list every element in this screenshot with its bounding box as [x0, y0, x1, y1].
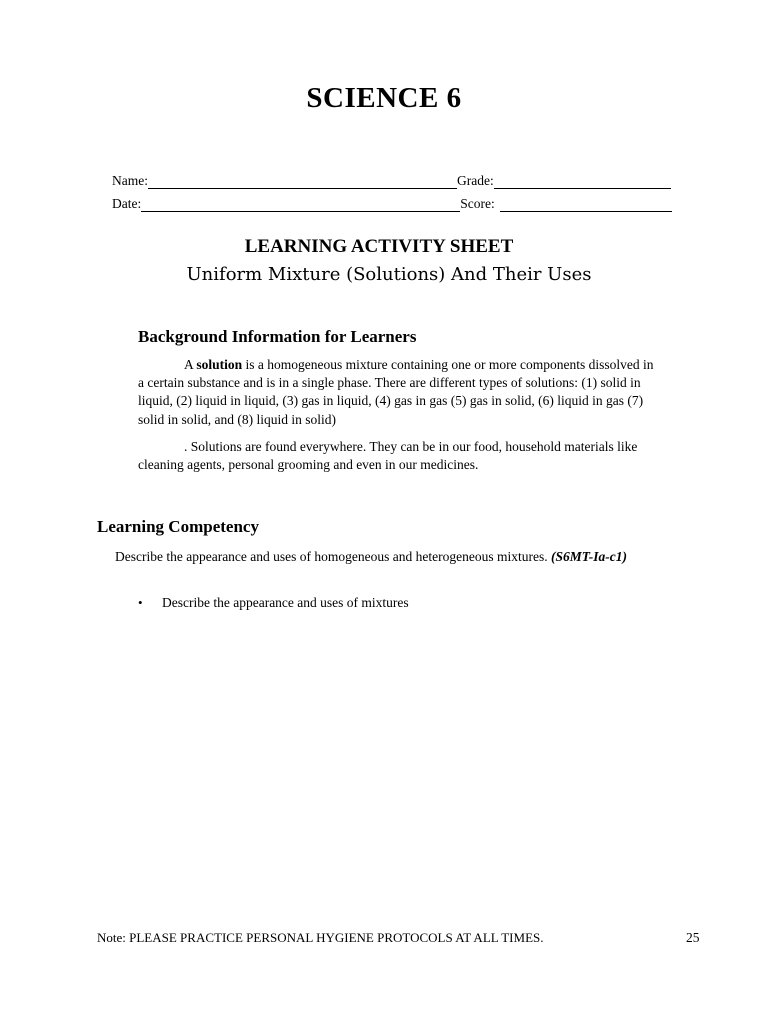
- sheet-subtitle: Uniform Mixture (Solutions) And Their Uses: [186, 264, 592, 285]
- competency-text: [115, 548, 670, 567]
- competency-description: Describe the appearance and uses of homogeneous and heterogeneous mixtures.: [115, 549, 551, 564]
- date-field[interactable]: [141, 197, 460, 212]
- para2-text: . Solutions are found everywhere. They can be in our food, household materials like cleaning agents, personal grooming and even in our medicines.: [138, 439, 638, 473]
- name-grade-row: [112, 171, 674, 189]
- page-number: 25: [686, 930, 700, 945]
- date-score-row: [112, 194, 674, 212]
- score-label: Score:: [460, 196, 495, 211]
- background-paragraph-1: [138, 356, 658, 429]
- page-title: SCIENCE 6: [306, 82, 462, 114]
- list-item: [138, 595, 409, 611]
- bullet-icon: •: [138, 595, 143, 610]
- competency-code: (S6MT-Ia-c1): [550, 549, 627, 564]
- name-label: Name:: [112, 173, 148, 188]
- date-label: Date:: [112, 196, 142, 211]
- footer-note: Note: PLEASE PRACTICE PERSONAL HYGIENE PROTOCOLS AT ALL TIMES.: [97, 930, 544, 945]
- sheet-title: LEARNING ACTIVITY SHEET: [244, 236, 514, 257]
- name-field[interactable]: [148, 174, 457, 189]
- background-paragraph-2: [138, 438, 658, 474]
- competency-heading: Learning Competency: [97, 517, 259, 536]
- bullet-text: Describe the appearance and uses of mixtures: [162, 595, 409, 610]
- background-heading: Background Information for Learners: [138, 327, 417, 346]
- para1-rest: is a homogeneous mixture containing one or more components dissolved in a certain substance and is in a single phase. There are different types of solutions: (1) solid in liquid, (2) liquid in liquid, (3) gas in liquid, (4) gas in gas (5) gas in solid, (6) liquid in gas (7) solid in solid, and (8) liquid in solid): [138, 357, 654, 427]
- score-field[interactable]: [500, 197, 672, 212]
- grade-label: Grade:: [457, 173, 494, 188]
- grade-field[interactable]: [494, 174, 671, 189]
- solution-term: solution: [196, 357, 243, 372]
- para1-lead: A: [184, 357, 197, 372]
